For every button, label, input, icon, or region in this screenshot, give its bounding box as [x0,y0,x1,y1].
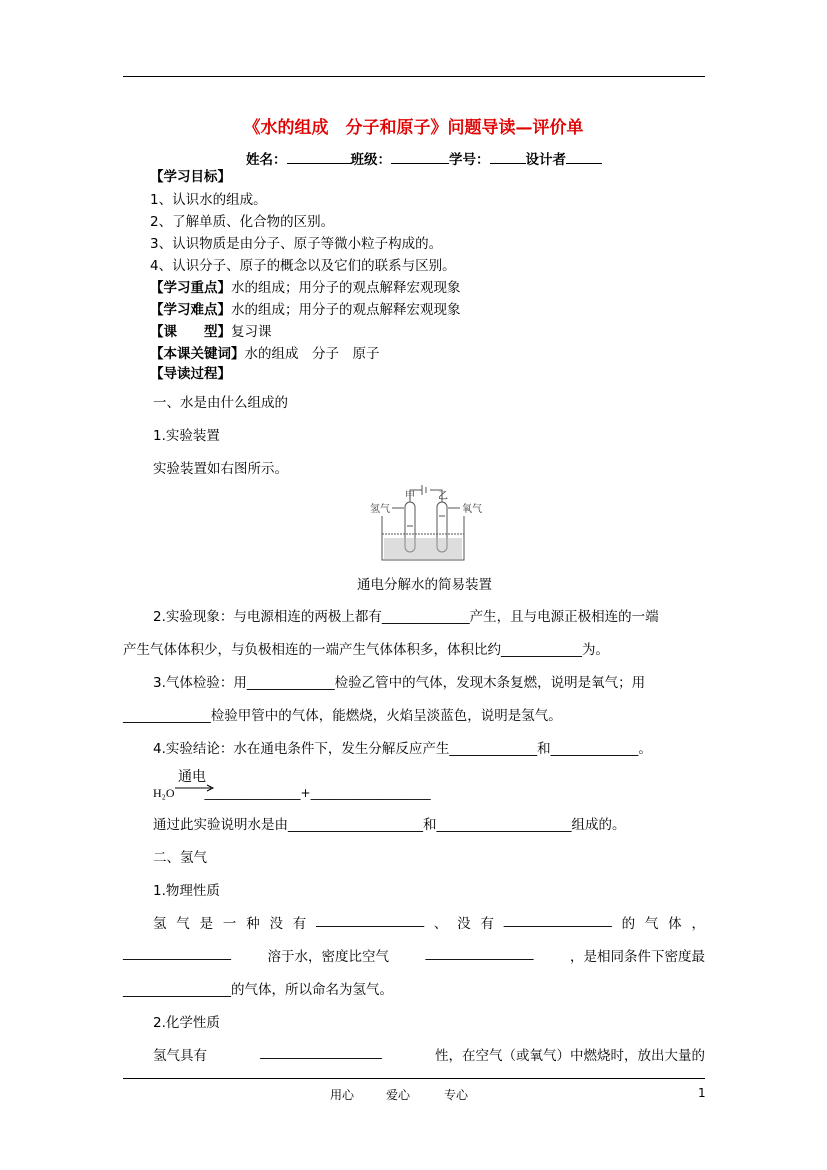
name-blank[interactable] [287,150,351,164]
key-points-label: 【学习重点】 [150,280,231,296]
observation-text: 2.实验现象：与电源相连的两极上都有 [153,609,382,625]
physical-line-1 [153,912,705,932]
goal-item: 4、认识分子、原子的概念以及它们的联系与区别。 [150,258,456,274]
physical-line-2 [123,945,705,965]
text-char: 的 [621,916,636,932]
name-label: 姓名： [246,152,287,168]
class-label: 班级： [350,152,391,168]
color-blank[interactable]: ________________ [316,912,425,928]
chemical-line-1 [153,1044,705,1064]
section2-heading: 二、氢气 [153,850,207,866]
physical-line-3 [123,978,393,998]
right-gas-label: 氧气 [462,504,482,515]
conclusion-text: 和 [537,741,551,757]
text-char: 没 [457,916,471,932]
id-blank[interactable] [490,150,526,164]
header-rule [123,76,705,77]
text-char: 气 [644,916,659,932]
tube-a-label: 甲 [405,491,415,502]
keywords [150,342,380,362]
product-blank[interactable]: _____________ [550,741,639,757]
section1-sub1: 1.实验装置 [153,428,220,444]
gas-test-blank[interactable]: _____________ [123,708,211,724]
equation-condition: 通电 [178,769,206,785]
physical-text: 的气体，所以命名为氢气。 [231,982,393,998]
conclusion-text: 。 [638,741,652,757]
equation-plus: + [300,786,311,800]
footer-word-2: 爱心 [386,1088,411,1102]
difficulties-text: 水的组成；用分子的观点解释宏观现象 [231,302,461,318]
observation-line-1 [153,605,659,625]
observation-blank[interactable]: _____________ [381,609,470,625]
explanation-text: 组成的。 [571,817,626,833]
footer-word-3: 专心 [444,1088,469,1102]
explanation-text: 和 [423,817,437,833]
chemical-text: 氢气具有 [153,1048,207,1064]
difficulties-label: 【学习难点】 [150,302,231,318]
text-char: 有 [292,916,307,932]
equation-product-blank[interactable]: ____________________ [310,786,431,800]
process-heading: 【导读过程】 [150,366,231,382]
lesson-type-text: 复习课 [231,324,272,340]
designer-blank[interactable] [566,150,602,164]
odor-blank[interactable]: ________________ [503,912,612,928]
text-char: 没 [269,916,283,932]
footer-word-1: 用心 [330,1088,355,1102]
text-char: 气 [176,916,190,932]
text-char: 体 [668,916,682,932]
text-char: 一 [222,916,237,932]
text-char: 种 [246,916,260,932]
equation-reactant: H₂O [153,786,175,800]
explanation-text: 通过此实验说明水是由 [153,817,288,833]
class-blank[interactable] [391,150,449,164]
observation-text: 为。 [582,642,609,658]
page-number: 1 [698,1086,706,1100]
difficulties [150,298,461,318]
designer-label: 设计者 [525,152,566,168]
text-char: ， [691,916,705,932]
electrolysis-diagram [360,482,490,564]
gas-test-text: 检验甲管中的气体，能燃烧，火焰呈淡蓝色，说明是氢气。 [210,708,562,724]
solubility-blank[interactable]: ________________ [123,945,231,961]
student-info-fields [246,148,602,168]
gas-test-text: 检验乙管中的气体，发现木条复燃，说明是氧气；用 [334,675,646,691]
goal-item: 3、认识物质是由分子、原子等微小粒子构成的。 [150,236,443,252]
gas-test-line-1 [153,671,645,691]
keywords-label: 【本课关键词】 [150,346,245,362]
gas-test-text: 3.气体检验：用 [153,675,247,691]
text-char: 、 [433,916,448,932]
physical-properties-heading: 1.物理性质 [153,883,220,899]
tube-b-label: 乙 [438,491,448,502]
footer-rule [123,1078,705,1079]
observation-text: 产生，且与电源正极相连的一端 [469,609,659,625]
lesson-type [150,320,272,340]
ratio-blank[interactable]: ____________ [501,642,582,658]
page-title: 《水的组成 分子和原子》问题导读—评价单 [243,118,584,138]
text-char: 氢 [153,916,167,932]
conclusion-text: 4.实验结论：水在通电条件下，发生分解反应产生 [153,741,450,757]
physical-text: 溶于水，密度比空气 [267,949,389,965]
property-blank[interactable]: __________________ [260,1044,382,1060]
explanation-line [153,813,626,833]
element-blank[interactable]: ____________________ [436,817,572,833]
section1-sub1-text: 实验装置如右图所示。 [153,461,288,477]
goal-item: 1、认识水的组成。 [150,192,267,208]
keywords-text: 水的组成 分子 原子 [244,346,380,362]
conclusion-line [153,737,652,757]
observation-line-2 [123,638,609,658]
id-label: 学号： [449,152,490,168]
goal-item: 2、了解单质、化合物的区别。 [150,214,335,230]
section1-heading: 一、水是由什么组成的 [153,395,288,411]
diagram-caption: 通电分解水的简易装置 [357,577,492,593]
equation-product-blank[interactable]: ________________ [204,786,301,800]
chemical-properties-heading: 2.化学性质 [153,1015,220,1031]
goals-heading: 【学习目标】 [150,169,231,185]
product-blank[interactable]: _____________ [449,741,538,757]
density-blank[interactable]: ________________ [425,945,534,961]
gas-test-line-2 [123,704,562,724]
chemical-text: 性，在空气（或氧气）中燃烧时，放出大量的 [435,1048,705,1064]
equation-line [153,786,431,801]
text-char: 有 [480,916,494,932]
observation-text: 产生气体体积少，与负极相连的一端产生气体体积多，体积比约 [123,642,501,658]
left-gas-label: 氢气 [370,504,390,515]
text-char: 是 [199,916,214,932]
element-blank[interactable]: ____________________ [288,817,423,833]
density-extreme-blank[interactable]: ________________ [123,982,231,998]
key-points-text: 水的组成；用分子的观点解释宏观现象 [231,280,461,296]
key-points [150,276,461,296]
gas-test-blank[interactable]: _____________ [246,675,335,691]
physical-text: ，是相同条件下密度最 [570,949,705,965]
lesson-type-label: 【课 型】 [150,324,231,340]
